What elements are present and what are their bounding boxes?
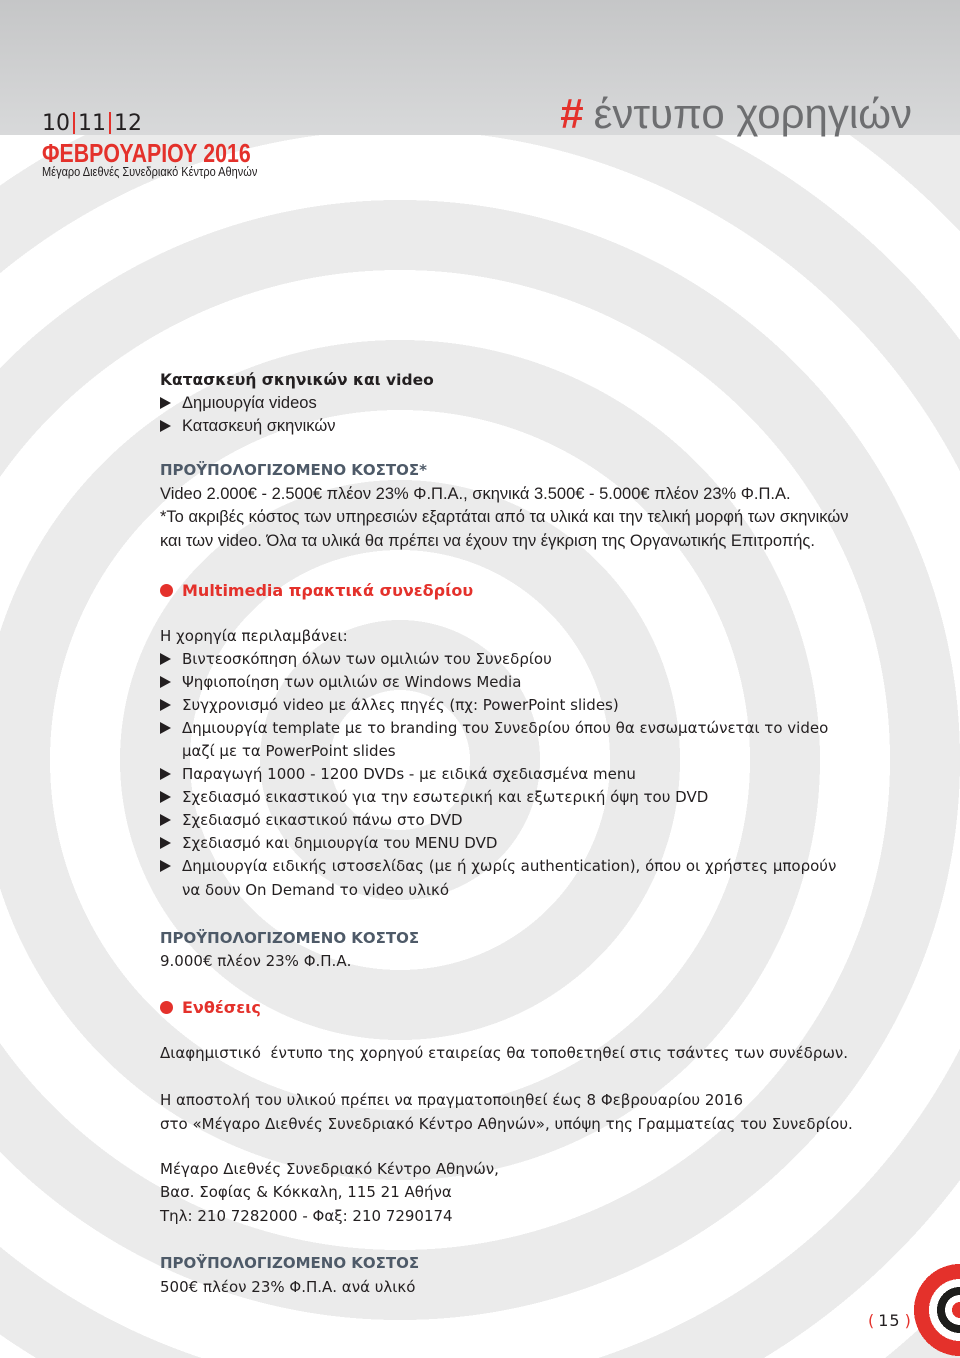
list-item-text: Δημιουργία ειδικής ιστοσελίδας (με ή χωρίς authentication), όπου οι χρήστες μπορούν <box>182 857 837 876</box>
date-separator <box>73 112 75 134</box>
multimedia-heading <box>160 579 473 602</box>
inserts-description <box>160 1042 848 1065</box>
address-line: Μέγαρο Διεθνές Συνεδριακό Κέντρο Αθηνών, <box>160 1159 499 1178</box>
list-item-text: Δημιουργία videos <box>182 394 317 412</box>
triangle-bullet-icon <box>160 420 171 432</box>
inserts-description-text: Διαφημιστικό έντυπο της χορηγού εταιρείας θα τοποθετηθεί στις τσάντες των συνέδρων. <box>160 1043 849 1062</box>
hash-mark: # <box>560 90 584 137</box>
page-number-open: ( <box>868 1311 875 1330</box>
deadline-line: Η αποστολή του υλικού πρέπει να πραγματοποιηθεί έως 8 Φεβρουαρίου 2016 <box>160 1090 744 1109</box>
list-item-text: Κατασκευή σκηνικών <box>182 417 336 435</box>
multimedia-heading-text: Multimedia πρακτικά συνεδρίου <box>182 580 474 600</box>
list-item <box>160 763 836 786</box>
document-title <box>560 92 912 136</box>
triangle-bullet-icon <box>160 653 171 665</box>
list-item-text: Ψηφιοποίηση των ομιλιών σε Windows Media <box>182 672 522 691</box>
list-item-continuation: μαζί με τα PowerPoint slides <box>182 741 396 760</box>
triangle-bullet-icon <box>160 722 171 734</box>
cost-line: Video 2.000€ - 2.500€ πλέον 23% Φ.Π.Α., σκηνικά 3.500€ - 5.000€ πλέον 23% Φ.Π.Α. <box>160 484 791 503</box>
deadline-line: στο «Μέγαρο Διεθνές Συνεδριακό Κέντρο Αθηνών», υπόψη της Γραμματείας του Συνεδρίου. <box>160 1114 853 1133</box>
sets-video-heading: Κατασκευή σκηνικών και video <box>160 371 434 389</box>
list-item-text: Σχεδιασμό και δημιουργία του MENU DVD <box>182 834 498 853</box>
list-item <box>160 392 434 415</box>
cost-note-line: *Το ακριβές κόστος των υπηρεσιών εξαρτάται από τα υλικά και την τελική μορφή των σκηνικών <box>160 508 849 526</box>
list-item <box>160 694 836 717</box>
page-number <box>868 1309 911 1333</box>
list-item-text: Συγχρονισμό video με άλλες πηγές (πχ: PowerPoint slides) <box>182 695 619 714</box>
list-item <box>160 809 836 832</box>
triangle-bullet-icon <box>160 699 171 711</box>
triangle-bullet-icon <box>160 676 171 688</box>
cost-heading: ΠΡΟΫΠΟΛΟΓΙΖΟΜΕΝΟ ΚΟΣΤΟΣ <box>160 1253 420 1272</box>
page-number-close: ) <box>904 1311 911 1330</box>
multimedia-intro: Η χορηγία περιλαμβάνει: <box>160 626 348 645</box>
sets-video-cost <box>160 459 848 553</box>
list-item-text: Δημιουργία template με το branding του Συνεδρίου όπου θα ενσωματώνεται το video <box>182 718 829 737</box>
cost-heading: ΠΡΟΫΠΟΛΟΓΙΖΟΜΕΝΟ ΚΟΣΤΟΣ* <box>160 461 427 479</box>
list-item <box>160 415 434 438</box>
event-date-day: 11 <box>78 111 106 136</box>
cost-heading: ΠΡΟΫΠΟΛΟΓΙΖΟΜΕΝΟ ΚΟΣΤΟΣ <box>160 928 420 947</box>
inserts-cost <box>160 1251 419 1299</box>
target-logo-icon <box>914 1262 960 1358</box>
list-item <box>160 671 836 694</box>
event-dates <box>42 110 142 138</box>
dot-bullet-icon <box>160 584 173 597</box>
event-date-day: 10 <box>42 111 70 136</box>
cost-value: 500€ πλέον 23% Φ.Π.Α. ανά υλικό <box>160 1277 416 1296</box>
list-item <box>160 832 836 855</box>
triangle-bullet-icon <box>160 768 171 780</box>
list-item <box>160 648 836 671</box>
list-item-text: Παραγωγή 1000 - 1200 DVDs - με ειδικά σχεδιασμένα menu <box>182 765 636 784</box>
event-month-year: ΦΕΒΡΟΥΑΡΙΟΥ 2016 <box>42 138 251 168</box>
list-item-text: Σχεδιασμό εικαστικού πάνω στο DVD <box>182 811 463 830</box>
inserts-address <box>160 1158 499 1229</box>
inserts-deadline <box>160 1088 853 1136</box>
document-title-text: έντυπο χορηγιών <box>593 90 912 137</box>
date-separator <box>109 112 111 134</box>
triangle-bullet-icon <box>160 814 171 826</box>
list-item <box>160 855 836 878</box>
inserts-heading-text: Ενθέσεις <box>182 997 261 1017</box>
sets-video-section <box>160 369 434 438</box>
event-venue: Μέγαρο Διεθνές Συνεδριακό Κέντρο Αθηνών <box>42 165 258 179</box>
multimedia-list <box>160 625 836 902</box>
list-item <box>160 786 836 809</box>
inserts-heading <box>160 996 261 1019</box>
list-item <box>160 717 836 740</box>
cost-value: 9.000€ πλέον 23% Φ.Π.Α. <box>160 951 352 970</box>
triangle-bullet-icon <box>160 791 171 803</box>
triangle-bullet-icon <box>160 860 171 872</box>
dot-bullet-icon <box>160 1001 173 1014</box>
list-item-text: Σχεδιασμό εικαστικού για την εσωτερική και εξωτερική όψη του DVD <box>182 788 709 807</box>
page-number-value: 15 <box>878 1311 901 1330</box>
address-line: Τηλ: 210 7282000 - Φαξ: 210 7290174 <box>160 1206 453 1225</box>
triangle-bullet-icon <box>160 397 171 409</box>
triangle-bullet-icon <box>160 837 171 849</box>
event-date-day: 12 <box>114 111 142 136</box>
list-item-text: Βιντεοσκόπηση όλων των ομιλιών του Συνεδρίου <box>182 649 552 668</box>
cost-note-line: και των video. Όλα τα υλικά θα πρέπει να έχουν την έγκριση της Οργανωτικής Επιτροπής. <box>160 531 815 550</box>
list-item-continuation: να δουν On Demand το video υλικό <box>182 880 450 899</box>
multimedia-cost <box>160 927 419 973</box>
address-line: Βασ. Σοφίας & Κόκκαλη, 115 21 Αθήνα <box>160 1183 452 1201</box>
